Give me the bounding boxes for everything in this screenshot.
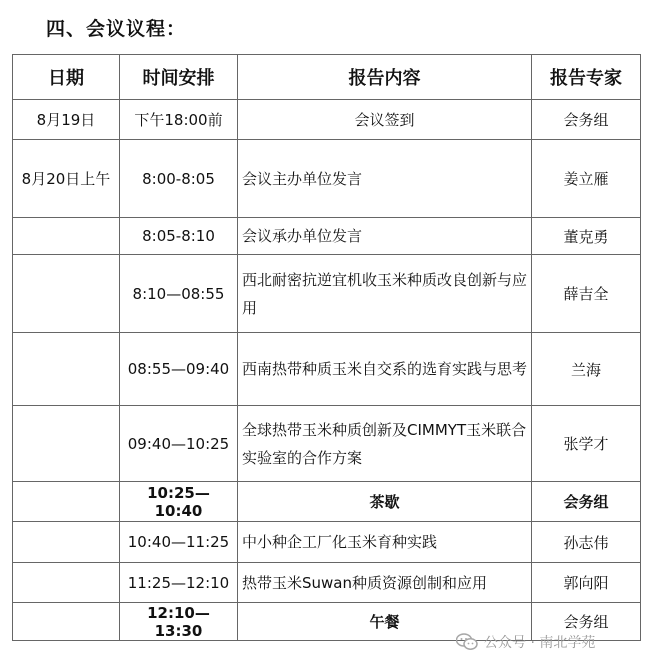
time-cell: 8:00-8:05: [120, 140, 238, 218]
watermark: [456, 628, 636, 656]
table-row: [13, 140, 641, 218]
time-cell: 8:05-8:10: [120, 218, 238, 255]
time-cell: 08:55—09:40: [120, 333, 238, 406]
expert-cell: 兰海: [532, 333, 641, 406]
header-date: 日期: [13, 55, 120, 100]
date-cell: [13, 406, 120, 482]
time-cell: 8:10—08:55: [120, 255, 238, 333]
content-cell: 会议承办单位发言: [238, 218, 532, 255]
expert-cell: 会务组: [532, 482, 641, 522]
expert-cell: 董克勇: [532, 218, 641, 255]
content-cell: 午餐: [238, 603, 532, 641]
content-cell: 热带玉米Suwan种质资源创制和应用: [238, 563, 532, 603]
expert-cell: 薛吉全: [532, 255, 641, 333]
watermark-text: 公众号 · 南北学苑: [484, 635, 596, 651]
table-row: [13, 333, 641, 406]
date-cell: [13, 522, 120, 563]
date-cell: [13, 255, 120, 333]
table-row: [13, 218, 641, 255]
date-cell: [13, 603, 120, 641]
table-row: [13, 563, 641, 603]
date-cell: [13, 482, 120, 522]
header-expert: 报告专家: [532, 55, 641, 100]
content-cell: 全球热带玉米种质创新及CIMMYT玉米联合实验室的合作方案: [238, 406, 532, 482]
content-cell: 会议主办单位发言: [238, 140, 532, 218]
date-cell: 8月20日上午: [13, 140, 120, 218]
time-cell: 12:10—13:30: [120, 603, 238, 641]
table-row: [13, 100, 641, 140]
table-row: [13, 255, 641, 333]
time-cell: 09:40—10:25: [120, 406, 238, 482]
date-cell: 8月19日: [13, 100, 120, 140]
expert-cell: 张学才: [532, 406, 641, 482]
header-content: 报告内容: [238, 55, 532, 100]
agenda-table: [12, 54, 641, 641]
expert-cell: 会务组: [532, 100, 641, 140]
table-row: [13, 482, 641, 522]
expert-cell: 会务组: [532, 603, 641, 641]
expert-cell: 姜立雁: [532, 140, 641, 218]
time-cell: 10:40—11:25: [120, 522, 238, 563]
content-cell: 西南热带种质玉米自交系的选育实践与思考: [238, 333, 532, 406]
header-time: 时间安排: [120, 55, 238, 100]
time-cell: 11:25—12:10: [120, 563, 238, 603]
table-row: [13, 522, 641, 563]
content-cell: 茶歇: [238, 482, 532, 522]
table-row: [13, 406, 641, 482]
time-cell: 下午18:00前: [120, 100, 238, 140]
date-cell: [13, 333, 120, 406]
table-header-row: [13, 55, 641, 100]
content-cell: 西北耐密抗逆宜机收玉米种质改良创新与应用: [238, 255, 532, 333]
date-cell: [13, 218, 120, 255]
date-cell: [13, 563, 120, 603]
expert-cell: 孙志伟: [532, 522, 641, 563]
expert-cell: 郭向阳: [532, 563, 641, 603]
content-cell: 会议签到: [238, 100, 532, 140]
time-cell: 10:25—10:40: [120, 482, 238, 522]
wechat-icon: [456, 633, 478, 651]
section-title: 四、会议议程：: [46, 18, 187, 40]
content-cell: 中小种企工厂化玉米育种实践: [238, 522, 532, 563]
